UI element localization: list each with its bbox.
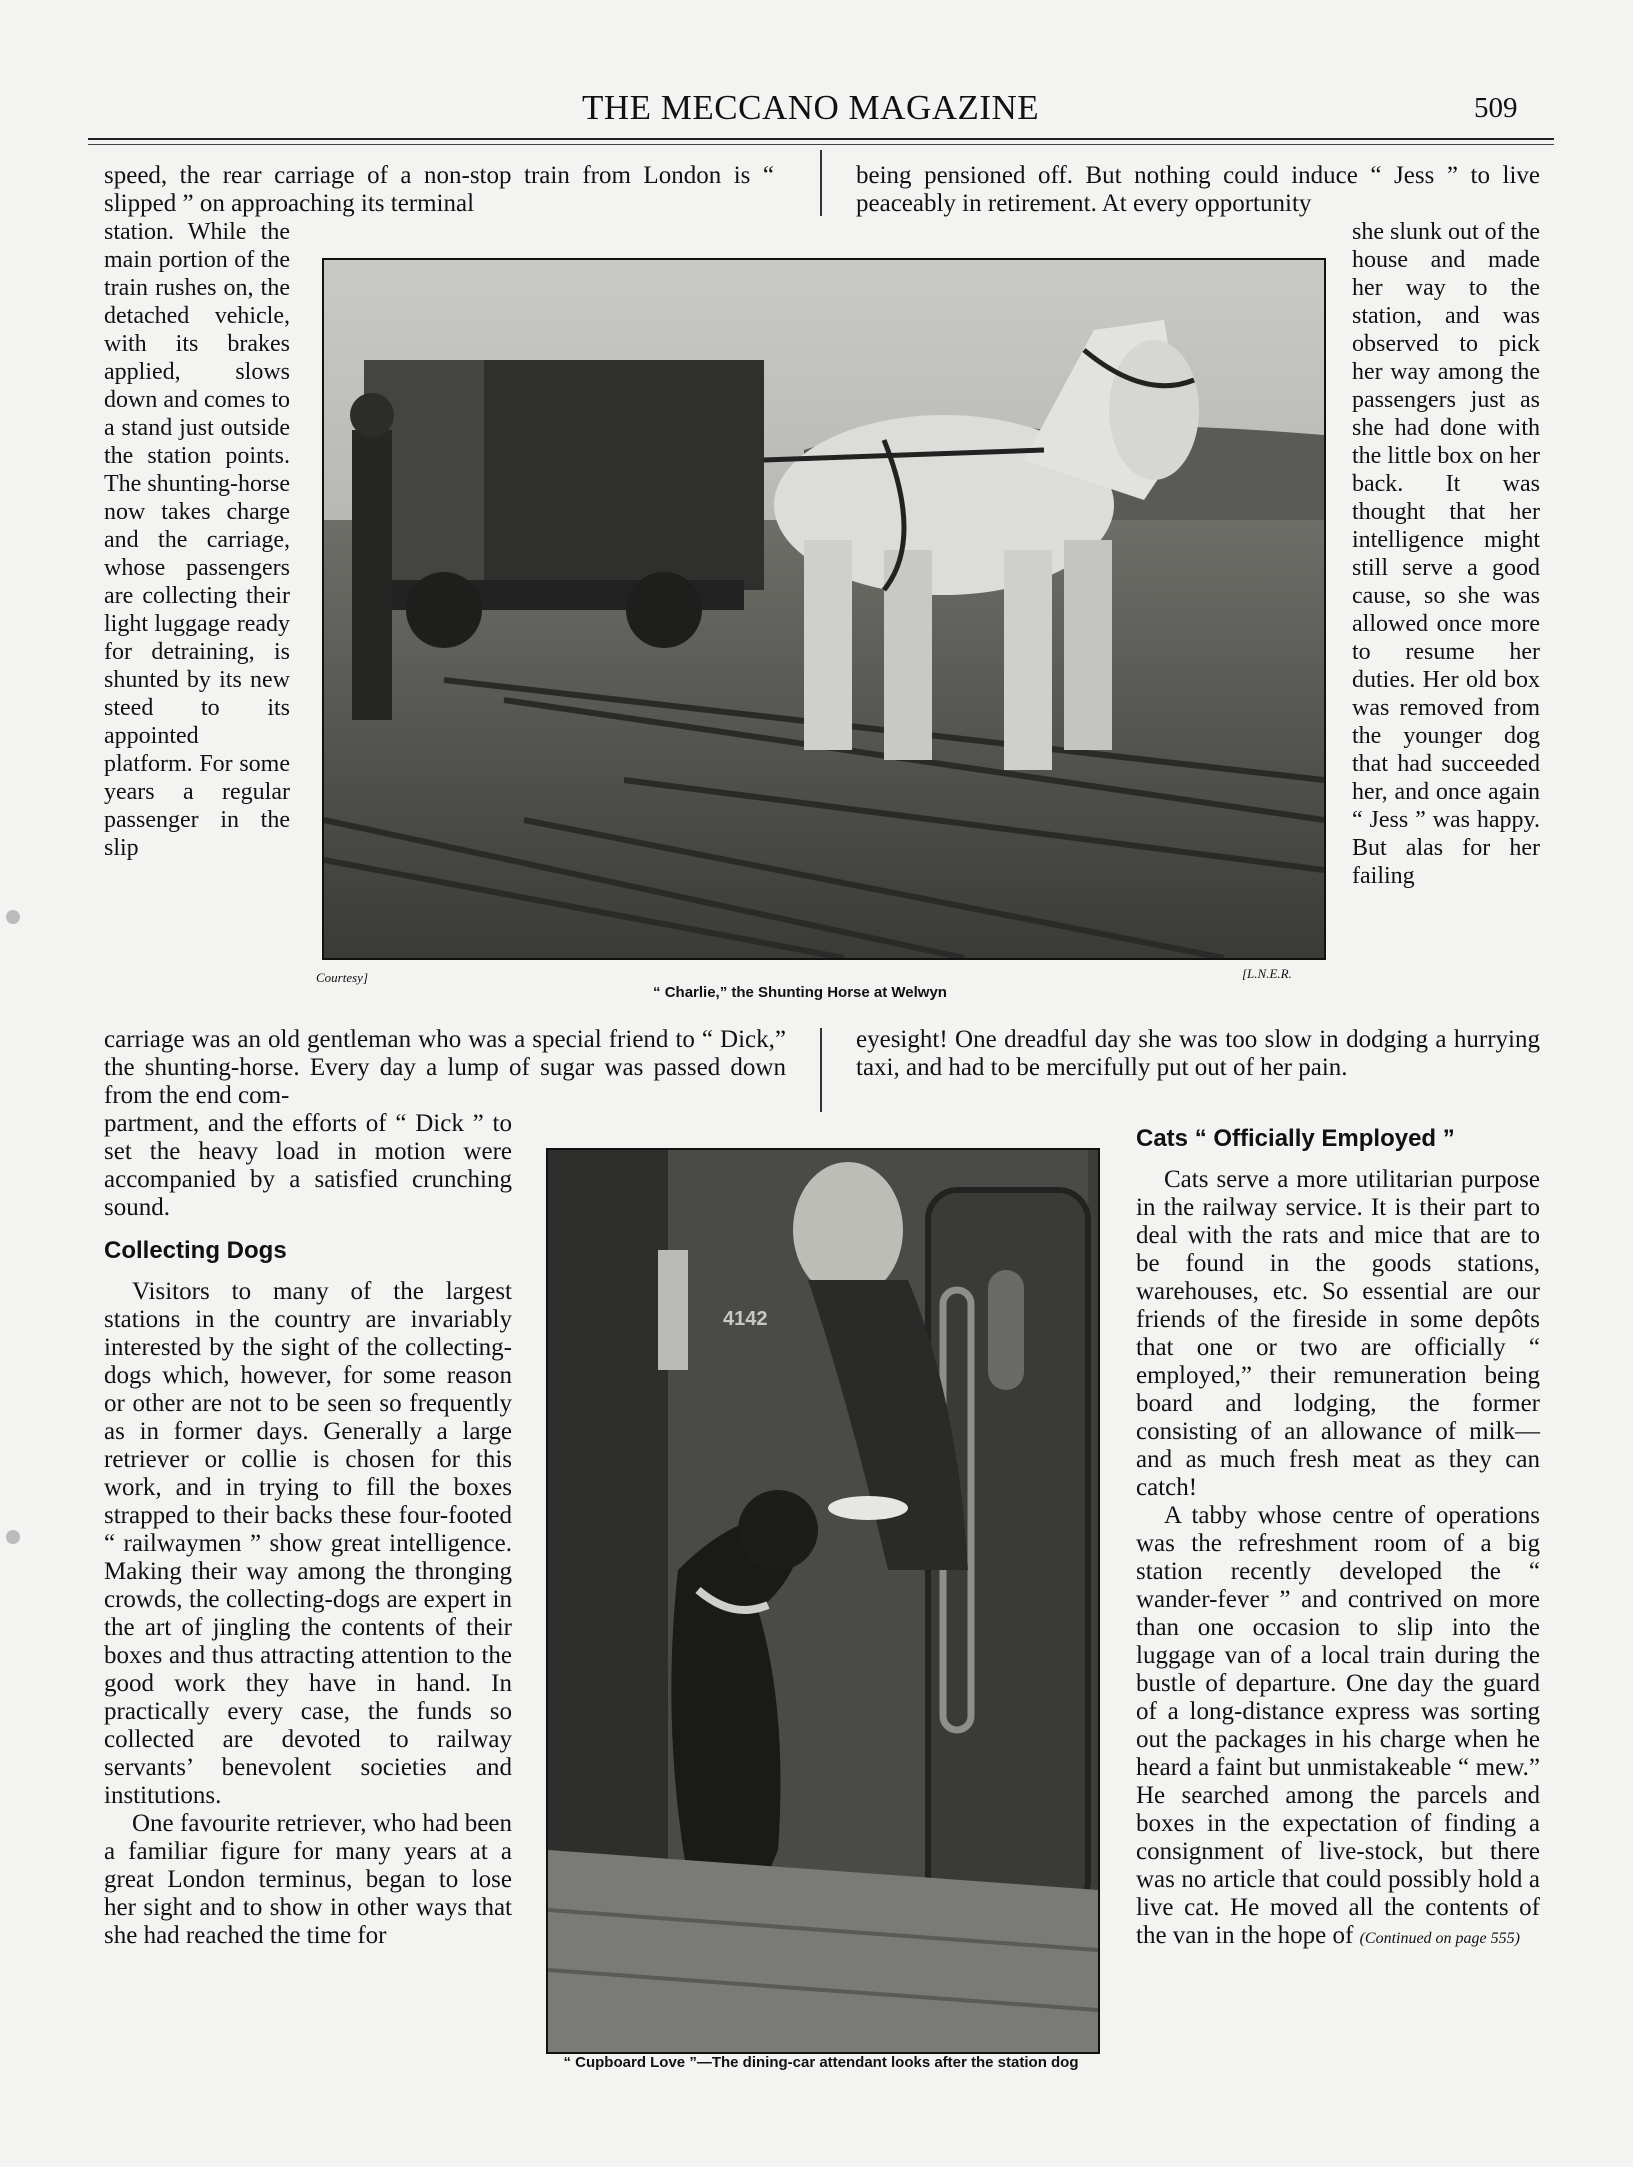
magazine-title: THE MECCANO MAGAZINE <box>582 88 1040 127</box>
collecting-dogs-paragraph: Visitors to many of the largest stations in the country are invariably interested by the sight of the collecting-dogs which, however, for some reason or other are not to be seen so frequently as in former days. Generally a large retriever or collie is chosen for this work, and in trying to fill the boxes strapped to their backs these four-footed “ railwaymen ” show great intelligence. Making their way among the thronging crowds, the collecting-dogs are expert in the art of jingling the contents of their boxes and thus attracting attention to the good work they have in hand. In practically every case, the funds so collected are devoted to railway servants’ benevolent societies and institutions. <box>104 1278 512 1809</box>
mid-right-text: eyesight! One dreadful day she was too slow in dodging a hurrying taxi, and had to be mercifully put out of her pain. <box>856 1026 1540 1081</box>
dog-photo-illustration <box>548 1150 1098 2052</box>
left-narrow-text: station. While the main portion of the train rushes on, the detached vehicle, with its brakes applied, slows down and comes to a stand just outside the station points. The shunting-horse now takes charge and the carriage, whose passengers are collecting their light luggage ready for detraining, is shunted by its new steed to its appointed platform. For some years a regular passenger in the slip <box>104 219 290 861</box>
mid-left-text: carriage was an old gentleman who was a special friend to “ Dick,” the shunting-horse. Every day a lump of sugar was passed down from the end com- <box>104 1026 786 1109</box>
dog-photo-caption: “ Cupboard Love ”—The dining-car attendant looks after the station dog <box>563 2054 1079 2071</box>
cats-body <box>1136 1166 1540 1953</box>
right-narrow-text: she slunk out of the house and made her way to the station, and was observed to pick her way among the passengers just as she had done with the little box on her back. It was thought that her intelligence might still serve a good cause, so she was allowed once more to resume her duties. Her old box was removed from the younger dog that had succeeded her, and once again “ Jess ” was happy. But alas for her failing <box>1352 219 1540 889</box>
top-left-text: speed, the rear carriage of a non-stop train from London is “ slipped ” on approaching its terminal <box>104 162 774 217</box>
favourite-retriever-paragraph: One favourite retriever, who had been a familiar figure for many years at a great London terminus, began to lose her sight and to show in other ways that she had reached the time for <box>104 1810 512 1949</box>
header-rule <box>88 138 1554 140</box>
left-lower-column <box>104 1110 512 1222</box>
cats-paragraph: Cats serve a more utilitarian purpose in the railway service. It is their part to deal with the rats and mice that are to be found in the goods stations, warehouses, etc. So essential are our friends of the fireside in some depôts that one or two are officially “ employed,” their remuneration being board and lodging, the former consisting of an allowance of milk—and as much fresh meat as they can catch! <box>1136 1166 1540 1501</box>
photo-credit-right: [L.N.E.R. <box>1242 966 1292 981</box>
shunting-horse-photo <box>322 258 1326 960</box>
cats-heading: Cats “ Officially Employed ” <box>1136 1125 1455 1152</box>
continued-note: (Continued on page 555) <box>1359 1930 1520 1947</box>
collecting-dogs-heading: Collecting Dogs <box>104 1237 287 1264</box>
horse-photo-caption: “ Charlie,” the Shunting Horse at Welwyn <box>653 984 947 1001</box>
page-number: 509 <box>1474 92 1518 124</box>
header-rule-thin <box>88 144 1554 145</box>
carriage-number-plate: 4142 <box>723 1308 768 1330</box>
top-right-text: being pensioned off. But nothing could induce “ Jess ” to live peaceably in retirement. At every opportunity <box>856 162 1540 217</box>
column-divider-top <box>820 150 822 216</box>
station-dog-photo <box>546 1148 1100 2054</box>
punch-hole-mark <box>6 1530 20 1544</box>
horse-photo-illustration <box>324 260 1324 958</box>
punch-hole-mark <box>6 910 20 924</box>
left-intro-paragraph: partment, and the efforts of “ Dick ” to set the heavy load in motion were accompanied by a satisfied crunching sound. <box>104 1110 512 1221</box>
collecting-dogs-body <box>104 1278 512 1950</box>
column-divider-mid <box>820 1028 822 1112</box>
tabby-paragraph: A tabby whose centre of operations was the refreshment room of a big station recently developed the “ wander-fever ” and contrived on more than one occasion to slip into the luggage van of a local train during the bustle of departure. One day the guard of a long-distance express was sorting out the packages in his charge when he heard a faint but unmistakeable “ mew.” He searched among the parcels and boxes in the expectation of finding a consignment of live-stock, but there was no article that could possibly hold a live cat. He moved all the contents of the van in the hope of (Continued on page 555) <box>1136 1502 1540 1949</box>
photo-credit-left: Courtesy] <box>316 970 368 985</box>
